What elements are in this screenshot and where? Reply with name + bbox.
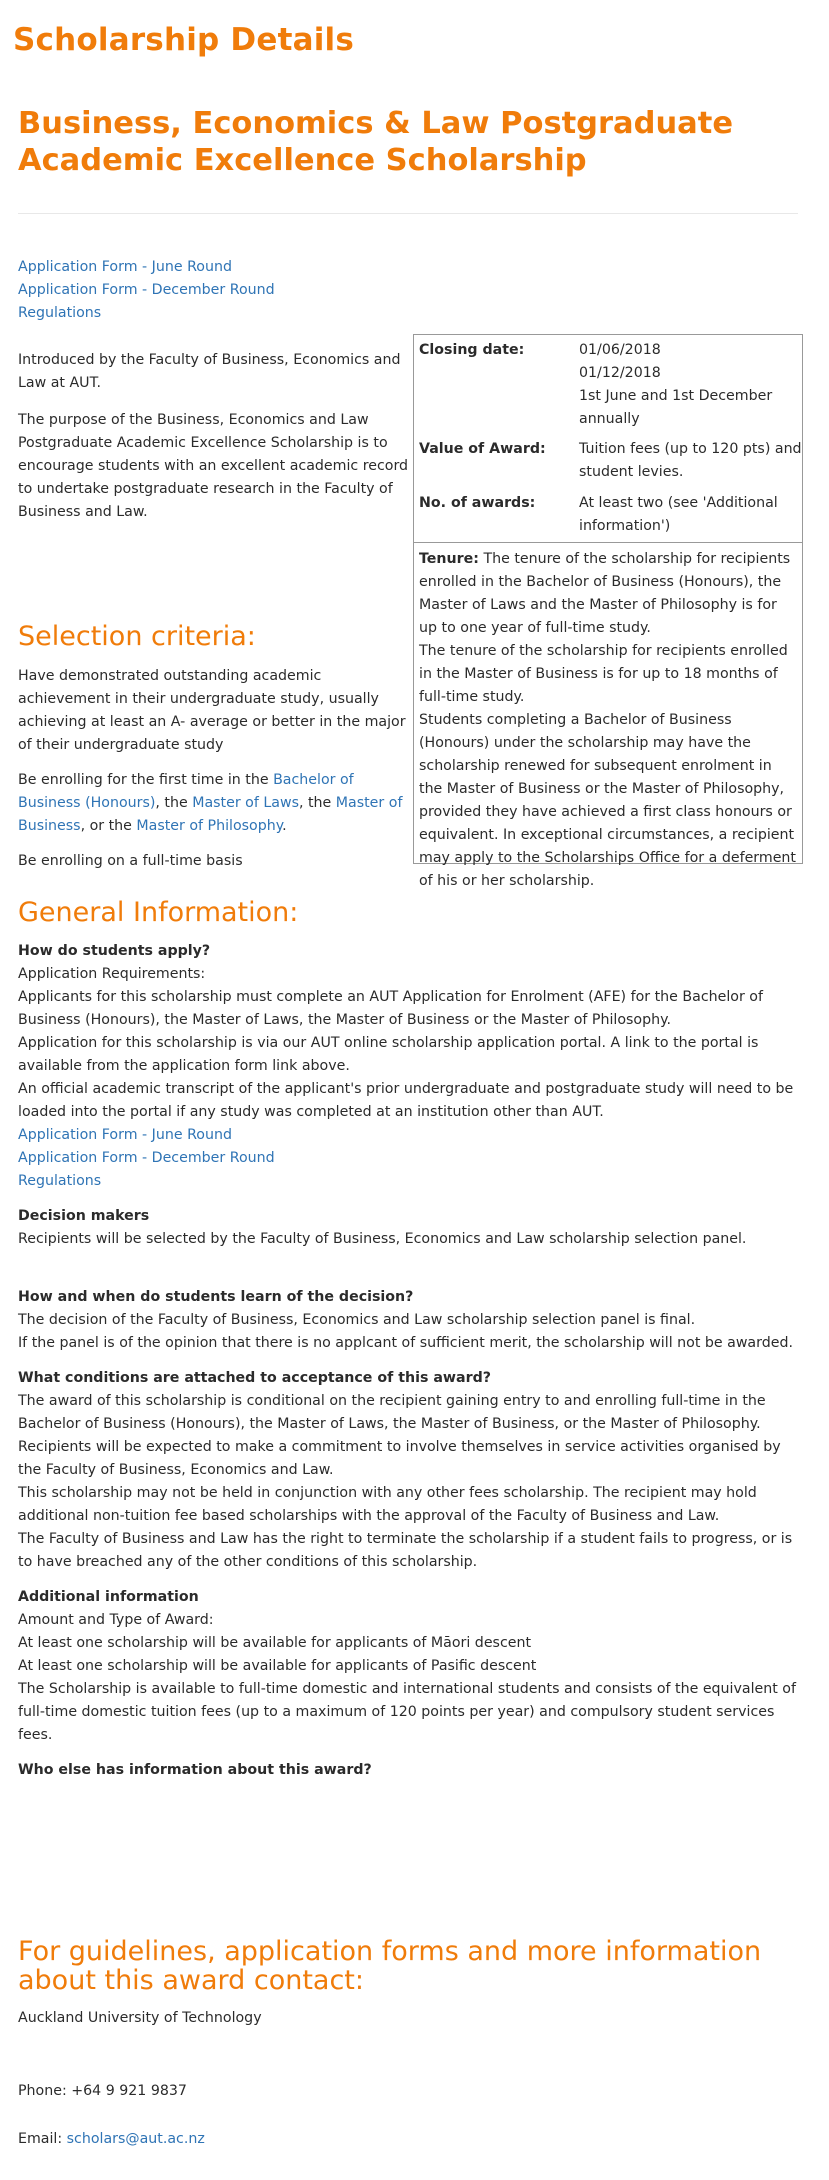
scholarship-title: Business, Economics & Law Postgraduate Academic Excellence Scholarship xyxy=(18,106,734,178)
link-application-june[interactable]: Application Form - June Round xyxy=(18,1127,232,1143)
awards-value: At least two (see 'Additional information') xyxy=(579,495,778,534)
tenure-paragraph: The tenure of the scholarship for recipients enrolled in the Master of Business is for up to 18 months of full-time study. xyxy=(419,643,788,705)
question-heading: Decision makers xyxy=(18,1208,150,1224)
selection-criteria xyxy=(18,621,413,885)
link-regulations[interactable]: Regulations xyxy=(18,305,102,321)
question-heading: How do students apply? xyxy=(18,943,211,959)
link-master-of-laws[interactable]: Master of Laws xyxy=(192,795,299,811)
link-regulations[interactable]: Regulations xyxy=(18,1173,102,1189)
criterion: Be enrolling on a full-time basis xyxy=(18,853,243,869)
link-application-december[interactable]: Application Form - December Round xyxy=(18,1150,275,1166)
closing-date-note: 1st June and 1st December annually xyxy=(579,388,773,427)
link-master-of-business[interactable]: Master of Business xyxy=(18,795,403,834)
value-value: Tuition fees (up to 120 pts) and student levies. xyxy=(579,441,802,480)
top-links xyxy=(18,256,275,325)
general-heading: General Information: xyxy=(18,897,299,928)
tenure-label: Tenure: xyxy=(419,551,479,567)
email-link[interactable]: scholars@aut.ac.nz xyxy=(66,2131,205,2147)
contact-org: Auckland University of Technology xyxy=(18,2010,262,2026)
contact-section xyxy=(18,1937,808,2151)
criterion: Be enrolling for the first time in the Bachelor of Business (Honours), the Master of Laws, the Master of Business, or the Master of Philosophy. xyxy=(18,772,403,834)
intro-text xyxy=(18,349,413,538)
link-application-december[interactable]: Application Form - December Round xyxy=(18,282,275,298)
contact-heading: For guidelines, application forms and more information about this award contact: xyxy=(18,1936,762,1996)
criterion: Have demonstrated outstanding academic achievement in their undergraduate study, usually achieving at least an A- average or better in the major of their undergraduate study xyxy=(18,668,406,753)
contact-email-row: Email: scholars@aut.ac.nz xyxy=(18,2131,205,2147)
value-label: Value of Award: xyxy=(419,441,546,457)
contact-phone: Phone: +64 9 921 9837 xyxy=(18,2083,187,2099)
question-heading: How and when do students learn of the decision? xyxy=(18,1289,414,1305)
awards-label: No. of awards: xyxy=(419,495,536,511)
link-application-june[interactable]: Application Form - June Round xyxy=(18,259,232,275)
question-heading: Additional information xyxy=(18,1589,199,1605)
divider xyxy=(18,213,798,214)
intro-paragraph: The purpose of the Business, Economics and Law Postgraduate Academic Excellence Scholarship is to encourage students with an excellent academic record to undertake postgraduate research in the Faculty of Business and Law. xyxy=(18,412,409,520)
general-information: General Information: How do students apply? Application Requirements: Applicants for this scholarship must complete an AUT Application for Enrolment (AFE) for the Bachelor of Business (Honours), the Master of Laws, the Master of Business or the Master of Philosophy. Application for this scholarship is via our AUT online scholarship application portal. A link to the portal is available from the application form link above. An official academic transcript of the applicant's prior undergraduate and postgraduate study will need to be loaded into the portal if any study was completed at an institution other than AUT. Application Form - June Round Application Form - December Round Regulations Decision makers Recipients will be selected by the Faculty of Business, Economics and Law scholarship selection panel. How and when do students learn of the decision? The decision of the Faculty of Business, Economics and Law scholarship selection panel is final. If the panel is of the opinion that there is no applcant of sufficient merit, the scholarship will not be awarded. What conditions are attached to acceptance of this award? The award of this scholarship is conditional on the recipient gaining entry to and enrolling full-time in the Bachelor of Business (Honours), the Master of Laws, the Master of Business, or the Master of Philosophy. Recipients will be expected to make a commitment to involve themselves in service activities organised by the Faculty of Business, Economics and Law. This scholarship may not be held in conjunction with any other fees scholarship. The recipient may hold additional non-tuition fee based scholarships with the approval of the Faculty of Business and Law. The Faculty of Business and Law has the right to terminate the scholarship if a student fails to progress, or is to have breached any of the other conditions of this scholarship. Additional information Amount and Type of Award: At least one scholarship will be available for applicants of Māori descent At least one scholarship will be available for applicants of Pasific descent The Scholarship is available to full-time domestic and international students and consists of the equivalent of full-time domestic tuition fees (up to a maximum of 120 points per year) and compulsory student services fees. Who else has information about this award? xyxy=(18,897,808,1782)
value-row xyxy=(414,438,802,484)
link-bachelor-business-honours[interactable]: Bachelor of Business (Honours) xyxy=(18,772,354,811)
info-box xyxy=(413,334,803,889)
link-master-of-philosophy[interactable]: Master of Philosophy xyxy=(136,818,283,834)
tenure-paragraph: The tenure of the scholarship for recipients enrolled in the Bachelor of Business (Honours), the Master of Laws and the Master of Philosophy is for up to one year of full-time study. xyxy=(419,551,791,636)
tenure-text xyxy=(419,548,797,893)
box-divider xyxy=(414,542,802,543)
intro-paragraph: Introduced by the Faculty of Business, Economics and Law at AUT. xyxy=(18,352,401,391)
page-title: Scholarship Details xyxy=(13,22,355,58)
question-heading: Who else has information about this award? xyxy=(18,1762,372,1778)
closing-date-value: 01/06/2018 xyxy=(579,342,661,358)
closing-date-value: 01/12/2018 xyxy=(579,365,661,381)
closing-date-label: Closing date: xyxy=(419,342,525,358)
closing-date-row xyxy=(414,339,802,431)
awards-row xyxy=(414,492,802,538)
tenure-paragraph: Students completing a Bachelor of Business (Honours) under the scholarship may have the scholarship renewed for subsequent enrolment in the Master of Business or the Master of Philosophy, provided they have achieved a first class honours or equivalent. In exceptional circumstances, a recipient may apply to the Scholarships Office for a deferment of his or her scholarship. xyxy=(419,712,796,889)
question-heading: What conditions are attached to acceptance of this award? xyxy=(18,1370,491,1386)
selection-heading: Selection criteria: xyxy=(18,621,256,652)
